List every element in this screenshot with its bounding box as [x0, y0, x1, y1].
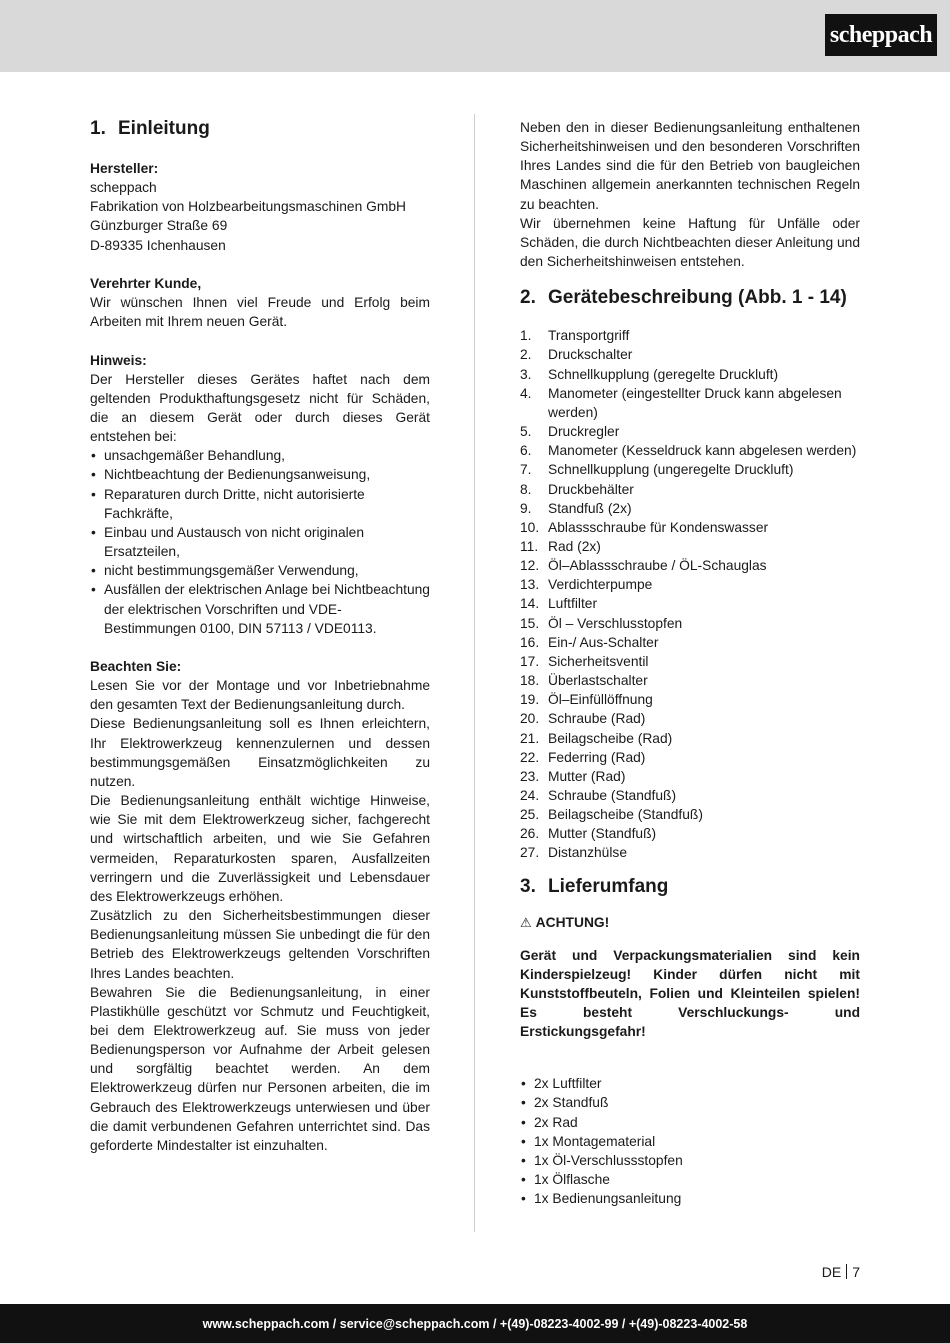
customer-label: Verehrter Kunde, — [90, 275, 202, 291]
attention-paragraph: Lesen Sie vor der Montage und vor Inbetriebnahme den gesamten Text der Bedienungsanleitung durch. — [90, 678, 430, 713]
intro-paragraph: Wir übernehmen keine Haftung für Unfälle oder Schäden, die durch Nichtbeachten dieser Anleitung und den Sicherheitshinweisen entstehen. — [520, 215, 860, 270]
left-column — [90, 118, 430, 1155]
column-divider — [474, 114, 475, 1232]
list-item: 9. Standfuß (2x) — [520, 500, 632, 516]
list-item: • Reparaturen durch Dritte, nicht autorisierte Fachkräfte, — [90, 485, 430, 523]
list-item: 6. Manometer (Kesseldruck kann abgelesen werden) — [520, 443, 857, 459]
list-item: 15. Öl – Verschlusstopfen — [520, 615, 683, 631]
list-item: • 1x Bedienungsanleitung — [520, 1189, 860, 1208]
list-item: 12. Öl–Ablassschraube / ÖL-Schauglas — [520, 558, 767, 574]
list-item: 26. Mutter (Standfuß) — [520, 826, 657, 842]
list-item: 8. Druckbehälter — [520, 481, 634, 497]
list-item: • nicht bestimmungsgemäßer Verwendung, — [90, 561, 430, 580]
list-item: 20. Schraube (Rad) — [520, 711, 646, 727]
customer-text: Wir wünschen Ihnen viel Freude und Erfolg beim Arbeiten mit Ihrem neuen Gerät. — [90, 295, 430, 330]
list-item: • 1x Öl-Verschlussstopfen — [520, 1151, 860, 1170]
warning-triangle-icon: ⚠ — [520, 914, 532, 930]
attention-label: Beachten Sie: — [90, 659, 182, 675]
list-item: 5. Druckregler — [520, 424, 620, 440]
intro-paragraph: Neben den in dieser Bedienungsanleitung enthaltenen Sicherheitshinweisen und den besonderen Vorschriften Ihres Landes sind die für den Betrieb von baugleichen Maschinen allgemein anerkannten technischen Regeln zu beachten. — [520, 120, 860, 212]
header-band — [0, 0, 950, 72]
list-item: 3. Schnellkupplung (geregelte Druckluft) — [520, 366, 779, 382]
attention-paragraph: Zusätzlich zu den Sicherheitsbestimmungen dieser Bedienungsanleitung müssen Sie unbedingt die für den Betrieb des Elektrowerkzeugs geltenden Vorschriften Ihres Landes beachten. — [90, 908, 430, 981]
list-item: • 2x Luftfilter — [520, 1074, 860, 1093]
list-item: 17. Sicherheitsventil — [520, 653, 649, 669]
page-number: DE 7 — [821, 1264, 860, 1280]
section-3-heading: 3. Lieferumfang — [520, 875, 669, 897]
list-item: • 2x Rad — [520, 1113, 860, 1132]
list-item: 4. Manometer (eingestellter Druck kann abgelesen werden) — [520, 385, 842, 420]
list-item: 25. Beilagscheibe (Standfuß) — [520, 807, 703, 823]
list-item: 24. Schraube (Standfuß) — [520, 788, 677, 803]
note-list — [90, 446, 430, 638]
manufacturer-label: Hersteller: — [90, 161, 159, 176]
list-item: 27. Distanzhülse — [520, 845, 627, 861]
list-item: • Einbau und Austausch von nicht originalen Ersatzteilen, — [90, 523, 430, 561]
list-item: 10. Ablassschraube für Kondenswasser — [520, 519, 769, 535]
list-item: 23. Mutter (Rad) — [520, 768, 626, 784]
list-item: 14. Luftfilter — [520, 596, 598, 612]
warning-title: ⚠ ACHTUNG! — [520, 913, 860, 932]
scope-of-delivery-list — [520, 1074, 860, 1208]
list-item: 21. Beilagscheibe (Rad) — [520, 730, 673, 746]
list-item: 7. Schnellkupplung (ungeregelte Druckluft) — [520, 462, 794, 478]
note-label: Hinweis: — [90, 352, 147, 368]
footer-contact-text: www.scheppach.com / service@scheppach.com / +(49)-08223-4002-99 / +(49)-08223-4002-58 — [202, 1316, 748, 1331]
list-item: • 1x Montagematerial — [520, 1132, 860, 1151]
scheppach-logo: scheppach — [825, 14, 937, 56]
list-item: • 1x Ölflasche — [520, 1170, 860, 1189]
list-item: 18. Überlastschalter — [520, 673, 648, 689]
attention-paragraph: Bewahren Sie die Bedienungsanleitung, in einer Plastikhülle geschützt vor Schmutz und Feuchtigkeit, bei dem Elektrowerkzeug auf. Sie muss von jeder Bedienungsperson vor Aufnahme der Arbeit gelesen und sorgfältig beachtet werden. An dem Elektrowerkzeug dürfen nur Personen arbeiten, die im Gebrauch des Elektrowerkzeugs unterwiesen und über die damit verbundenen Gefahren unterrichtet sind. Das geforderte Mindestalter ist einzuhalten. — [90, 984, 430, 1153]
list-item: • Nichtbeachtung der Bedienungsanweisung, — [90, 465, 430, 484]
section-2-heading: 2. Gerätebeschreibung (Abb. 1 - 14) — [520, 287, 847, 309]
list-item: 13. Verdichterpumpe — [520, 577, 653, 593]
list-item: • 2x Standfuß — [520, 1093, 860, 1112]
right-column — [520, 118, 860, 1208]
list-item: 22. Federring (Rad) — [520, 749, 646, 765]
list-item: 11. Rad (2x) — [520, 538, 601, 554]
section-1-heading: 1. Einleitung — [90, 118, 210, 139]
list-item: • unsachgemäßer Behandlung, — [90, 446, 430, 465]
attention-paragraph: Die Bedienungsanleitung enthält wichtige Hinweise, wie Sie mit dem Elektrowerkzeug sicher, fachgerecht und wirtschaftlich arbeiten, und wie Sie Gefahren vermeiden, Reparaturkosten sparen, Ausfallzeiten verringern und die Zuverlässigkeit und Lebensdauer des Elektrowerkzeugs erhöhen. — [90, 793, 430, 904]
manufacturer-address: scheppach Fabrikation von Holzbearbeitungsmaschinen GmbH Günzburger Straße 69 D-89335 Ichenhausen — [90, 180, 406, 253]
list-item: 19. Öl–Einfüllöffnung — [520, 692, 653, 708]
list-item: 2. Druckschalter — [520, 347, 633, 363]
warning-text: Gerät und Verpackungsmaterialien sind kein Kinderspielzeug! Kinder dürfen nicht mit Kunststoffbeuteln, Folien und Kleinteilen spielen! Es besteht Verschluckungs- und Erstickungsgefahr! — [520, 947, 860, 1040]
list-item: • Ausfällen der elektrischen Anlage bei Nichtbeachtung der elektrischen Vorschriften und VDE-Bestimmungen 0100, DIN 57113 / VDE0113. — [90, 580, 430, 637]
footer-contact-bar — [0, 1304, 950, 1343]
list-item: 1. Transportgriff — [520, 328, 630, 344]
parts-list — [520, 326, 860, 862]
attention-paragraph: Diese Bedienungsanleitung soll es Ihnen erleichtern, Ihr Elektrowerkzeug kennenzulernen und dessen bestimmungsgemäßen Einsatzmöglichkeiten zu nutzen. — [90, 716, 430, 789]
note-text: Der Hersteller dieses Gerätes haftet nach dem geltenden Produkthaftungsgesetz nicht für Schäden, die an diesem Gerät oder durch dieses Gerät entstehen bei: — [90, 371, 430, 445]
list-item: 16. Ein-/ Aus-Schalter — [520, 634, 659, 650]
